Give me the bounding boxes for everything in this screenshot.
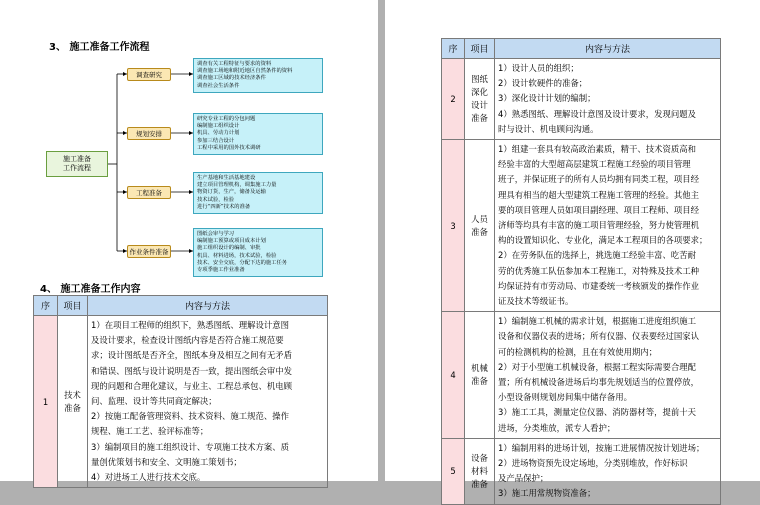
- flowchart-item: 研究专业工程的分包问题: [197, 116, 256, 122]
- table-row: [442, 438, 721, 504]
- flowchart-items-worksite: [193, 228, 323, 277]
- flowchart-item: 机具、劳动力计划: [197, 130, 240, 137]
- content-line: 班子，并保证班子的所有人员均拥有同类工程，项目经: [498, 174, 699, 185]
- content-line: 及设计要求，检查设计图纸内容是否符合施工规范要: [91, 335, 284, 346]
- content-line: 时与设计、机电顾问沟通。: [498, 123, 599, 134]
- flowchart-item: 图纸会审与学习: [197, 231, 235, 237]
- row-item: 设备 材料 准备: [465, 438, 495, 504]
- content-line: 2）设计软硬件的准备；: [498, 78, 588, 89]
- content-line: 1）编制施工机械的需求计划，根据施工进度组织施工: [498, 316, 696, 327]
- row-content: [88, 316, 328, 488]
- flowchart-item: 编制施工预算或项目成本计划: [197, 238, 266, 245]
- header-item: 项目: [465, 39, 495, 59]
- content-line: 及产品保护；: [498, 473, 549, 484]
- flowchart-item: 专项季施工作业准备: [197, 267, 245, 274]
- row-seq: 4: [442, 312, 465, 439]
- content-line: 3）施工用常规物资准备；: [498, 488, 596, 499]
- flowchart-branch-engineering: 工程准备: [127, 186, 171, 199]
- content-line: 1）设计人员的组织；: [498, 63, 579, 73]
- row-content: [495, 59, 721, 140]
- content-line: 构的设置知识化、专业化，满足本工程项目的各项要求；: [498, 235, 708, 246]
- content-line: 均保证持有市劳动局、市建委统一考核颁发的操作作业: [498, 280, 699, 291]
- right-content-table: [441, 38, 721, 505]
- flowchart-items-engineering: [193, 172, 323, 214]
- flowchart-items-planning: [193, 113, 323, 155]
- table-header-row: [34, 296, 328, 316]
- table-row: [442, 312, 721, 439]
- flowchart-item: 进行“四新”技术的准备: [197, 203, 251, 210]
- row-item: 图纸 深化 设计 准备: [465, 59, 495, 140]
- row-seq: 5: [442, 438, 465, 504]
- row-content: [495, 438, 721, 504]
- flowchart-root: [46, 151, 108, 177]
- flowchart-item: 调查施工场地和附近地区自然条件的资料: [197, 68, 293, 75]
- flowchart-item: 生产基地和生活基地建设: [197, 175, 256, 181]
- content-line: 济师等均具有丰富的施工项目管理经验，努力使管理机: [498, 220, 699, 231]
- content-line: 设备和仪器仪表的进场；所有仪器、仪表要经过国家认: [498, 331, 699, 342]
- content-line: 1）编制用料的进场计划，按施工进展情况按计划进场；: [498, 442, 705, 453]
- section4-heading: 4、 施工准备工作内容: [40, 284, 141, 295]
- row-seq: 2: [442, 59, 465, 140]
- flowchart-branch-planning: 规划安排: [127, 127, 171, 140]
- flowchart-item: 编制施工组织设计: [197, 123, 240, 130]
- flowchart-item: 技术试验，检验: [197, 196, 235, 203]
- content-line: 和错误、图纸与设计说明是否一致，提出图纸会审中发: [91, 365, 292, 376]
- header-content: 内容与方法: [495, 39, 721, 59]
- row-seq: 3: [442, 140, 465, 312]
- row-item: 机械 准备: [465, 312, 495, 439]
- flowchart-item: 参加三结合设计: [197, 137, 235, 144]
- row-item: 人员 准备: [465, 140, 495, 312]
- content-line: 量创优策划书和安全、文明施工策划书；: [91, 456, 242, 467]
- content-line: 证及技术等级证书。: [498, 296, 574, 307]
- content-line: 问、监理、设计等共同商定解决；: [91, 396, 217, 407]
- content-line: 经验丰富的大型超高层建筑工程施工经验的项目管理: [498, 159, 691, 170]
- flowchart-item: 调查有关工程特征与要求的资料: [197, 61, 272, 67]
- content-line: 小型设备则规划房间集中储存备用。: [498, 392, 632, 403]
- header-seq: 序: [442, 39, 465, 59]
- content-line: 要的项目管理人员如项目副经理、项目工程师、项目经: [498, 204, 699, 215]
- left-content-table: [33, 295, 328, 488]
- section3-heading: 3、 施工准备工作流程: [49, 42, 150, 53]
- content-line: 现的问题和合理化建议，与业主、工程总承包、机电顾: [91, 380, 292, 391]
- header-content: 内容与方法: [88, 296, 328, 316]
- content-line: 置；所有机械设备进场后均事先规划适当的位置停放，: [498, 377, 699, 388]
- content-line: 3）深化设计计划的编制；: [498, 93, 596, 104]
- flowchart-item: 施工组织设计的编制、审批: [197, 245, 261, 252]
- flowchart-branch-survey: 调查研究: [127, 68, 171, 81]
- content-line: 2）按施工配备管理资料、技术资料、施工规范、操作: [91, 411, 289, 422]
- flowchart-item: 建立项目管理机构，调集施工力量: [197, 182, 277, 189]
- content-line: 求；设计图纸是否齐全，图纸本身及相互之间有无矛盾: [91, 350, 292, 361]
- content-line: 2）进场物资预先设定场地，分类别堆放，作好标识: [498, 458, 688, 469]
- table-row: [34, 316, 328, 488]
- content-line: 4）对进场工人进行技术交底。: [91, 472, 206, 483]
- table-row: [442, 59, 721, 140]
- content-line: 3）编制项目的施工组织设计、专项施工技术方案、质: [91, 441, 289, 452]
- header-item: 项目: [58, 296, 88, 316]
- row-seq: 1: [34, 316, 58, 488]
- content-line: 1）组建一套具有较高政治素质，精干、技术资质高和: [498, 144, 696, 155]
- content-line: 2）在劳务队伍的选择上，挑选施工经验丰富、吃苦耐: [498, 250, 696, 261]
- flowchart-items-survey: [193, 58, 323, 93]
- content-line: 进场，分类堆放，派专人看护；: [498, 422, 616, 433]
- content-line: 劳的优秀施工队伍参加本工程施工，对特殊及技术工种: [498, 265, 699, 276]
- flowchart-root-label: 施工准备 工作流程: [63, 155, 91, 172]
- header-seq: 序: [34, 296, 58, 316]
- row-content: [495, 140, 721, 312]
- left-page: [0, 0, 378, 481]
- flowchart-item: 物资订货，生产，储备及运输: [197, 189, 266, 196]
- content-line: 2）对于小型施工机械设备，根据工程实际需要合理配: [498, 361, 696, 372]
- row-item: 技术 准备: [58, 316, 88, 488]
- right-page: [385, 0, 760, 499]
- content-line: 1）在项目工程师的组织下，熟悉图纸、理解设计意图: [91, 320, 289, 330]
- content-line: 4）熟悉图纸、理解设计意图及设计要求，发现问题及: [498, 108, 696, 119]
- flowchart-branch-worksite: 作业条件准备: [127, 245, 171, 258]
- table-header-row: [442, 39, 721, 59]
- content-line: 规程、施工工艺、验评标准等；: [91, 426, 209, 437]
- content-line: 可的检测机构的检测，且在有效使用期内；: [498, 346, 658, 357]
- table-row: [442, 140, 721, 312]
- row-content: [495, 312, 721, 439]
- flowchart-item: 机具、材料进场，技术试验，检验: [197, 252, 277, 259]
- flowchart-item: 技术、安全交底，分配下达的施工任务: [197, 259, 288, 266]
- content-line: 3）施工工具，测量定位仪器、消防器材等，提前十天: [498, 407, 696, 418]
- flowchart-item: 调查社会生活条件: [197, 82, 240, 89]
- flowchart-item: 调查施工区域的技术经济条件: [197, 75, 266, 82]
- flowchart-item: 工程中采用的国外技术调研: [197, 144, 261, 151]
- content-line: 理具有相当的超大型建筑工程施工管理的经验。其他主: [498, 189, 699, 200]
